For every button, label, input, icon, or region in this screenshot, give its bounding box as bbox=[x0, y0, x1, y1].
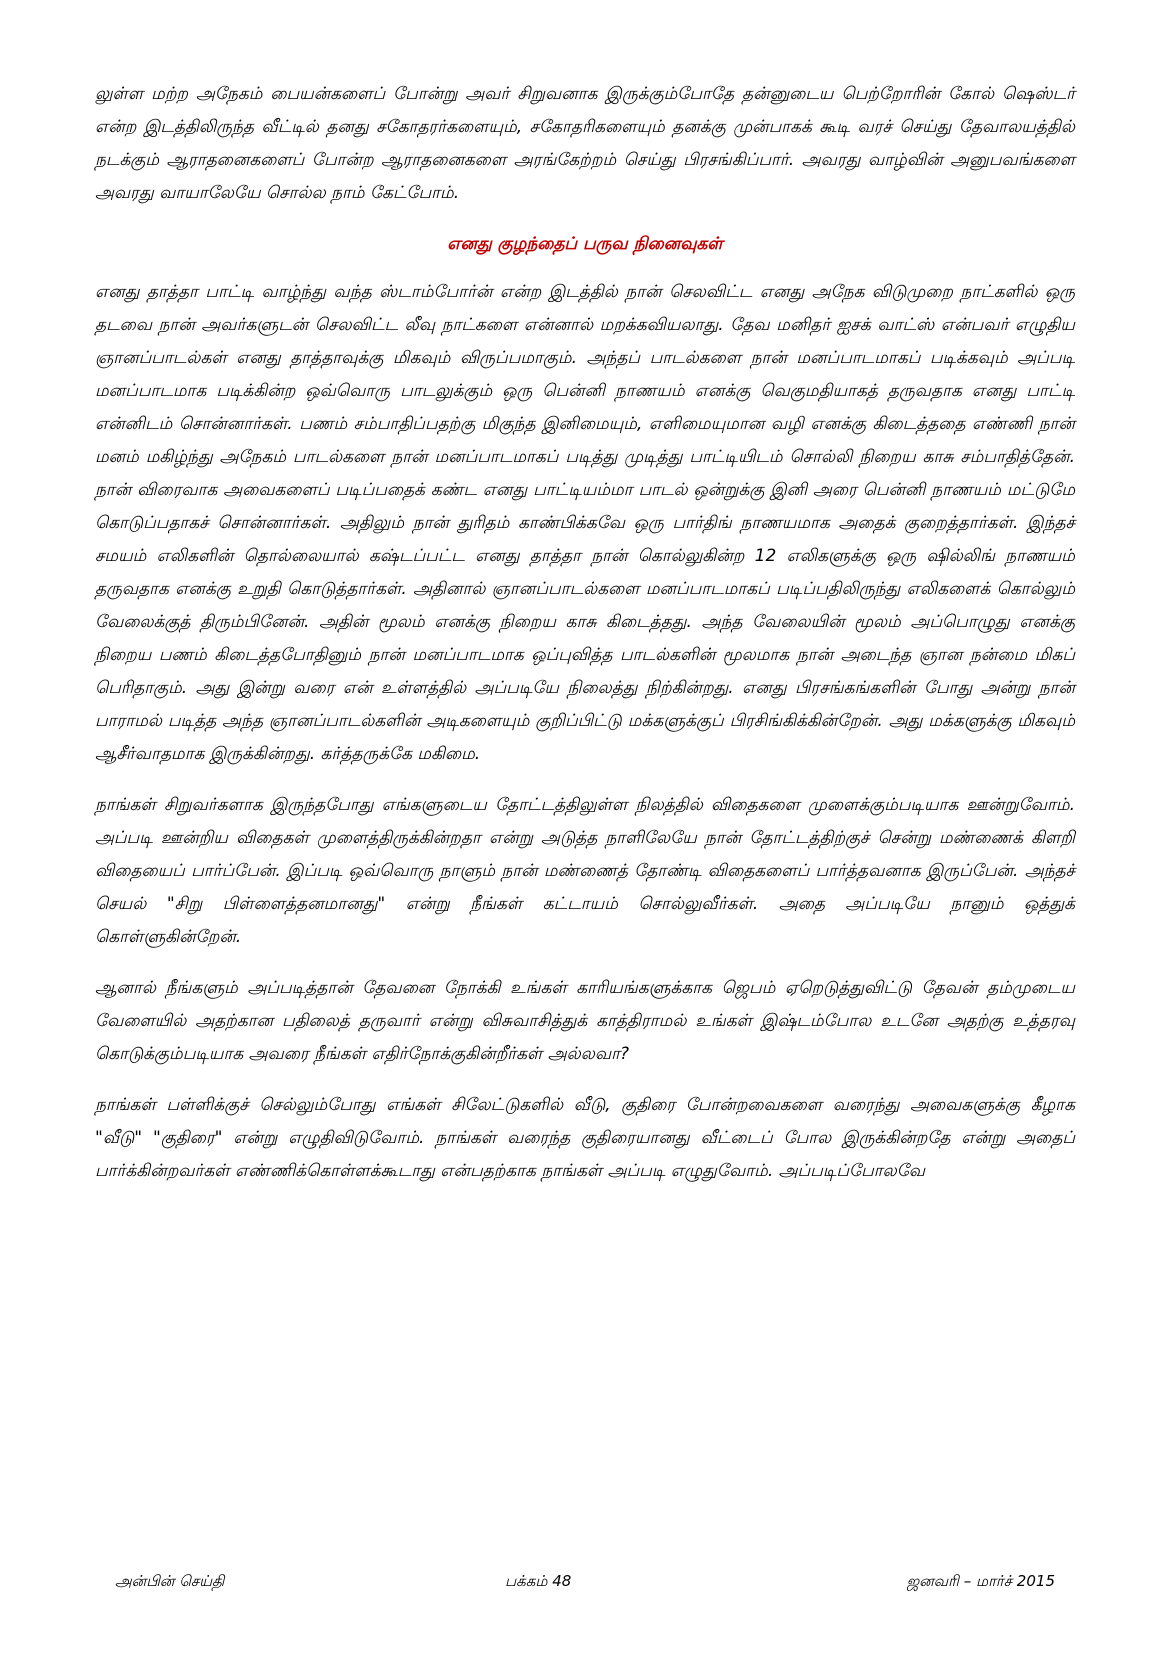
paragraph-seeds: நாங்கள் சிறுவர்களாக இருந்தபோது எங்களுடைய தோட்டத்திலுள்ள நிலத்தில் விதைகளை முளைக்கும்படியாக ஊன்றுவோம். அப்படி ஊன்றிய விதைகள் முளைத்திருக்கின்றதா என்று அடுத்த நாளிலேயே நான் தோட்டத்திற்குச் சென்று மண்ணைக் கிளறி விதையைப் பார்ப்பேன். இப்படி ஒவ்வொரு நாளும் நான் மண்ணைத் தோண்டி விதைகளைப் பார்த்தவனாக இருப்பேன். அந்தச் செயல் "சிறு பிள்ளைத்தனமானது" என்று நீங்கள் கட்டாயம் சொல்லுவீர்கள். அதை அப்படியே நானும் ஒத்துக் கொள்ளுகின்றேன். bbox=[95, 795, 1075, 947]
page-content bbox=[95, 78, 1075, 1206]
paragraph-prayer: ஆனால் நீங்களும் அப்படித்தான் தேவனை நோக்கி உங்கள் காரியங்களுக்காக ஜெபம் ஏறெடுத்துவிட்டு தேவன் தம்முடைய வேளையில் அதற்கான பதிலைத் தருவார் என்று விசுவாசித்துக் காத்திராமல் உங்கள் இஷ்டம்போல உடனே அதற்கு உத்தரவு கொடுக்கும்படியாக அவரை நீங்கள் எதிர்நோக்குகின்றீர்கள் அல்லவா? bbox=[95, 978, 1075, 1064]
page-footer bbox=[115, 1572, 1055, 1596]
section-heading: எனது குழந்தைப் பருவ நினைவுகள் bbox=[447, 234, 723, 254]
footer-publication: அன்பின் செய்தி bbox=[115, 1572, 225, 1590]
footer-date: ஜனவரி – மார்ச் 2015 bbox=[906, 1572, 1055, 1590]
paragraph-slate-drawings: நாங்கள் பள்ளிக்குச் செல்லும்போது எங்கள் சிலேட்டுகளில் வீடு, குதிரை போன்றவைகளை வரைந்து அவைகளுக்கு கீழாக "வீடு" "குதிரை" என்று எழுதிவிடுவோம். நாங்கள் வரைந்த குதிரையானது வீட்டைப் போல இருக்கின்றதே என்று அதைப் பார்க்கின்றவர்கள் எண்ணிக்கொள்ளக்கூடாது என்பதற்காக நாங்கள் அப்படி எழுதுவோம். அப்படிப்போலவே bbox=[95, 1095, 1075, 1181]
intro-paragraph: லுள்ள மற்ற அநேகம் பையன்களைப் போன்று அவர் சிறுவனாக இருக்கும்போதே தன்னுடைய பெற்றோரின் கோல் ஷெஸ்டர் என்ற இடத்திலிருந்த வீட்டில் தனது சகோதரர்களையும், சகோதரிகளையும் தனக்கு முன்பாகக் கூடி வரச் செய்து தேவாலயத்தில் நடக்கும் ஆராதனைகளைப் போன்ற ஆராதனைகளை அரங்கேற்றம் செய்து பிரசங்கிப்பார். அவரது வாழ்வின் அனுபவங்களை அவரது வாயாலேயே சொல்ல நாம் கேட்போம். bbox=[95, 84, 1075, 203]
footer-page-number: பக்கம் 48 bbox=[505, 1572, 572, 1590]
paragraph-childhood-memories: எனது தாத்தா பாட்டி வாழ்ந்து வந்த ஸ்டாம்போர்ன் என்ற இடத்தில் நான் செலவிட்ட எனது அநேக விடுமுறை நாட்களில் ஒரு தடவை நான் அவர்களுடன் செலவிட்ட லீவு நாட்களை என்னால் மறக்கவியலாது. தேவ மனிதர் ஐசக் வாட்ஸ் என்பவர் எழுதிய ஞானப்பாடல்கள் எனது தாத்தாவுக்கு மிகவும் விருப்பமாகும். அந்தப் பாடல்களை நான் மனப்பாடமாகப் படிக்கவும் அப்படி மனப்பாடமாக படிக்கின்ற ஒவ்வொரு பாடலுக்கும் ஒரு பென்னி நாணயம் எனக்கு வெகுமதியாகத் தருவதாக எனது பாட்டி என்னிடம் சொன்னார்கள். பணம் சம்பாதிப்பதற்கு மிகுந்த இனிமையும், எளிமையுமான வழி எனக்கு கிடைத்ததை எண்ணி நான் மனம் மகிழ்ந்து அநேகம் பாடல்களை நான் மனப்பாடமாகப் படித்து முடித்து பாட்டியிடம் சொல்லி நிறைய காசு சம்பாதித்தேன். நான் விரைவாக அவைகளைப் படிப்பதைக் கண்ட எனது பாட்டியம்மா பாடல் ஒன்றுக்கு இனி அரை பென்னி நாணயம் மட்டுமே கொடுப்பதாகச் சொன்னார்கள். அதிலும் நான் துரிதம் காண்பிக்கவே ஒரு பார்திங் நாணயமாக அதைக் குறைத்தார்கள். இந்தச் சமயம் எலிகளின் தொல்லையால் கஷ்டப்பட்ட எனது தாத்தா நான் கொல்லுகின்ற 12 எலிகளுக்கு ஒரு ஷில்லிங் நாணயம் தருவதாக எனக்கு உறுதி கொடுத்தார்கள். அதினால் ஞானப்பாடல்களை மனப்பாடமாகப் படிப்பதிலிருந்து எலிகளைக் கொல்லும் வேலைக்குத் திரும்பினேன். அதின் மூலம் எனக்கு நிறைய காசு கிடைத்தது. அந்த வேலையின் மூலம் அப்பொழுது எனக்கு நிறைய பணம் கிடைத்தபோதினும் நான் மனப்பாடமாக ஒப்புவித்த பாடல்களின் மூலமாக நான் அடைந்த ஞான நன்மை மிகப் பெரிதாகும். அது இன்று வரை என் உள்ளத்தில் அப்படியே நிலைத்து நிற்கின்றது. எனது பிரசங்கங்களின் போது அன்று நான் பாராமல் படித்த அந்த ஞானப்பாடல்களின் அடிகளையும் குறிப்பிட்டு மக்களுக்குப் பிரசிங்கிக்கின்றேன். அது மக்களுக்கு மிகவும் ஆசீர்வாதமாக இருக்கின்றது. கர்த்தருக்கே மகிமை. bbox=[95, 282, 1075, 764]
